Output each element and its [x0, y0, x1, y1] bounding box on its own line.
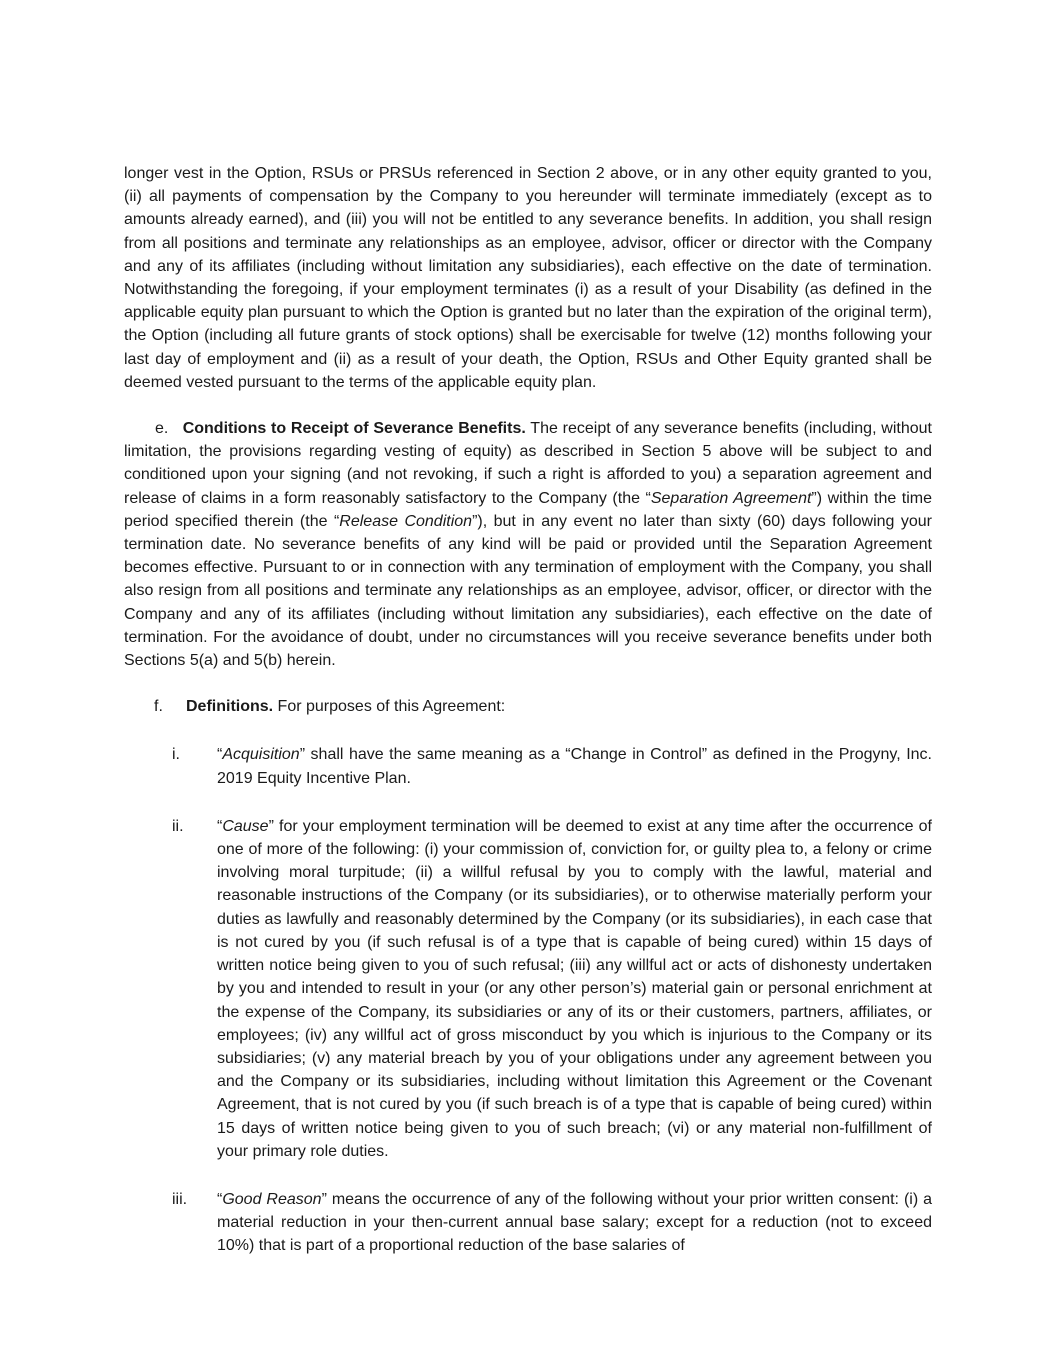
open-quote: “	[217, 1190, 223, 1208]
definition-acquisition	[124, 743, 932, 789]
section-e-text-2: ”) within the time period specified therein (the “	[124, 489, 932, 530]
paragraph-continuation: longer vest in the Option, RSUs or PRSUs referenced in Section 2 above, or in any other equity granted to you, (ii) all payments of compensation by the Company to you hereunder will terminate immediately (except as to amounts already earned), and (iii) you will not be entitled to any severance benefits. In addition, you shall resign from all positions and terminate any relationships as an employee, advisor, officer or director with the Company and any of its affiliates (including without limitation any subsidiaries), each effective on the date of termination. Notwithstanding the foregoing, if your employment terminates (i) as a result of your Disability (as defined in the applicable equity plan pursuant to which the Option is granted but no later than the expiration of the original term), the Option (including all future grants of stock options) shall be exercisable for twelve (12) months following your last day of employment and (ii) as a result of your death, the Option, RSUs and Other Equity granted shall be deemed vested pursuant to the terms of the applicable equity plan.	[124, 165, 932, 391]
section-e-term-release-condition: Release Condition	[339, 512, 473, 530]
definition-text: ” for your employment termination will be deemed to exist at any time after the occurrence of one of more of the following: (i) your commission of, conviction for, or guilty plea to, a felony or crime involving moral turpitude; (ii) a willful refusal by you to comply with the lawful, material and reasonable instructions of the Company (or its subsidiaries), or to otherwise materially perform your duties as lawfully and reasonably determined by the Company (or its subsidiaries), in each case that is not cured by you (if such refusal is of a type that is capable of being cured) within 15 days of written notice being given to you of such refusal; (iii) any willful act or acts of dishonesty undertaken by you and intended to result in your (or any other person’s) material gain or personal enrichment at the expense of the Company, its subsidiaries or any of its or their customers, partners, affiliates, or employees; (iv) any willful act of gross misconduct by you which is injurious to the Company or its subsidiaries; (v) any material breach by you of your obligations under any agreement between you and the Company or its subsidiaries, including without limitation this Agreement or the Covenant Agreement, that is not cured by you (if such breach is of a type that is capable of being cured) within 15 days of written notice being given to you of such breach; (vi) or any material non-fulfillment of your primary role duties.	[217, 817, 932, 1160]
section-f-text: For purposes of this Agreement:	[273, 698, 506, 716]
section-e-paragraph	[124, 417, 932, 672]
section-e-text-3: ”), but in any event no later than sixty (60) days following your termination date. No severance benefits of any kind will be paid or provided until the Separation Agreement becomes effective. Pursuant to or in connection with any termination of employment with the Company, you shall also resign from all positions and terminate any relationships as an employee, advisor, officer, or director with the Company and any of its affiliates (including without limitation any subsidiaries), each effective on the date of termination. For the avoidance of doubt, under no circumstances will you receive severance benefits under both Sections 5(a) and 5(b) herein.	[124, 512, 933, 670]
definition-text: ” shall have the same meaning as a “Change in Control” as defined in the Progyny, Inc. 2019 Equity Incentive Plan.	[217, 746, 932, 787]
section-e-text-1: The receipt of any severance benefits (including, without limitation, the provisions regarding vesting of equity) as described in Section 5 above will be subject to and conditioned upon your signing (and not revoking, if such a right is afforded to you) a separation agreement and release of claims in a form reasonably satisfactory to the Company (the “	[124, 420, 932, 507]
section-f-heading	[154, 695, 932, 718]
section-f-marker: f.	[154, 698, 163, 716]
definition-text: ” means the occurrence of any of the following without your prior written consent: (i) a material reduction in your then-current annual base salary; except for a reduction (not to exceed 10%) that is part of a proportional reduction of the base salaries of	[217, 1190, 933, 1255]
open-quote: “	[217, 817, 223, 835]
definition-number: iii.	[172, 1190, 188, 1208]
definition-number: i.	[172, 746, 180, 764]
section-e-term-separation-agreement: Separation Agreement	[650, 489, 812, 507]
definition-number: ii.	[172, 817, 184, 835]
open-quote: “	[217, 746, 223, 764]
document-page	[124, 162, 932, 1258]
section-e-title: Conditions to Receipt of Severance Benefits.	[182, 420, 526, 438]
definition-term: Acquisition	[222, 746, 300, 764]
definition-term: Cause	[222, 817, 269, 835]
definition-term: Good Reason	[222, 1190, 322, 1208]
definition-cause	[124, 815, 932, 1163]
definition-good-reason	[124, 1188, 932, 1258]
section-e-marker: e.	[155, 420, 169, 438]
section-f-title: Definitions.	[186, 698, 274, 716]
